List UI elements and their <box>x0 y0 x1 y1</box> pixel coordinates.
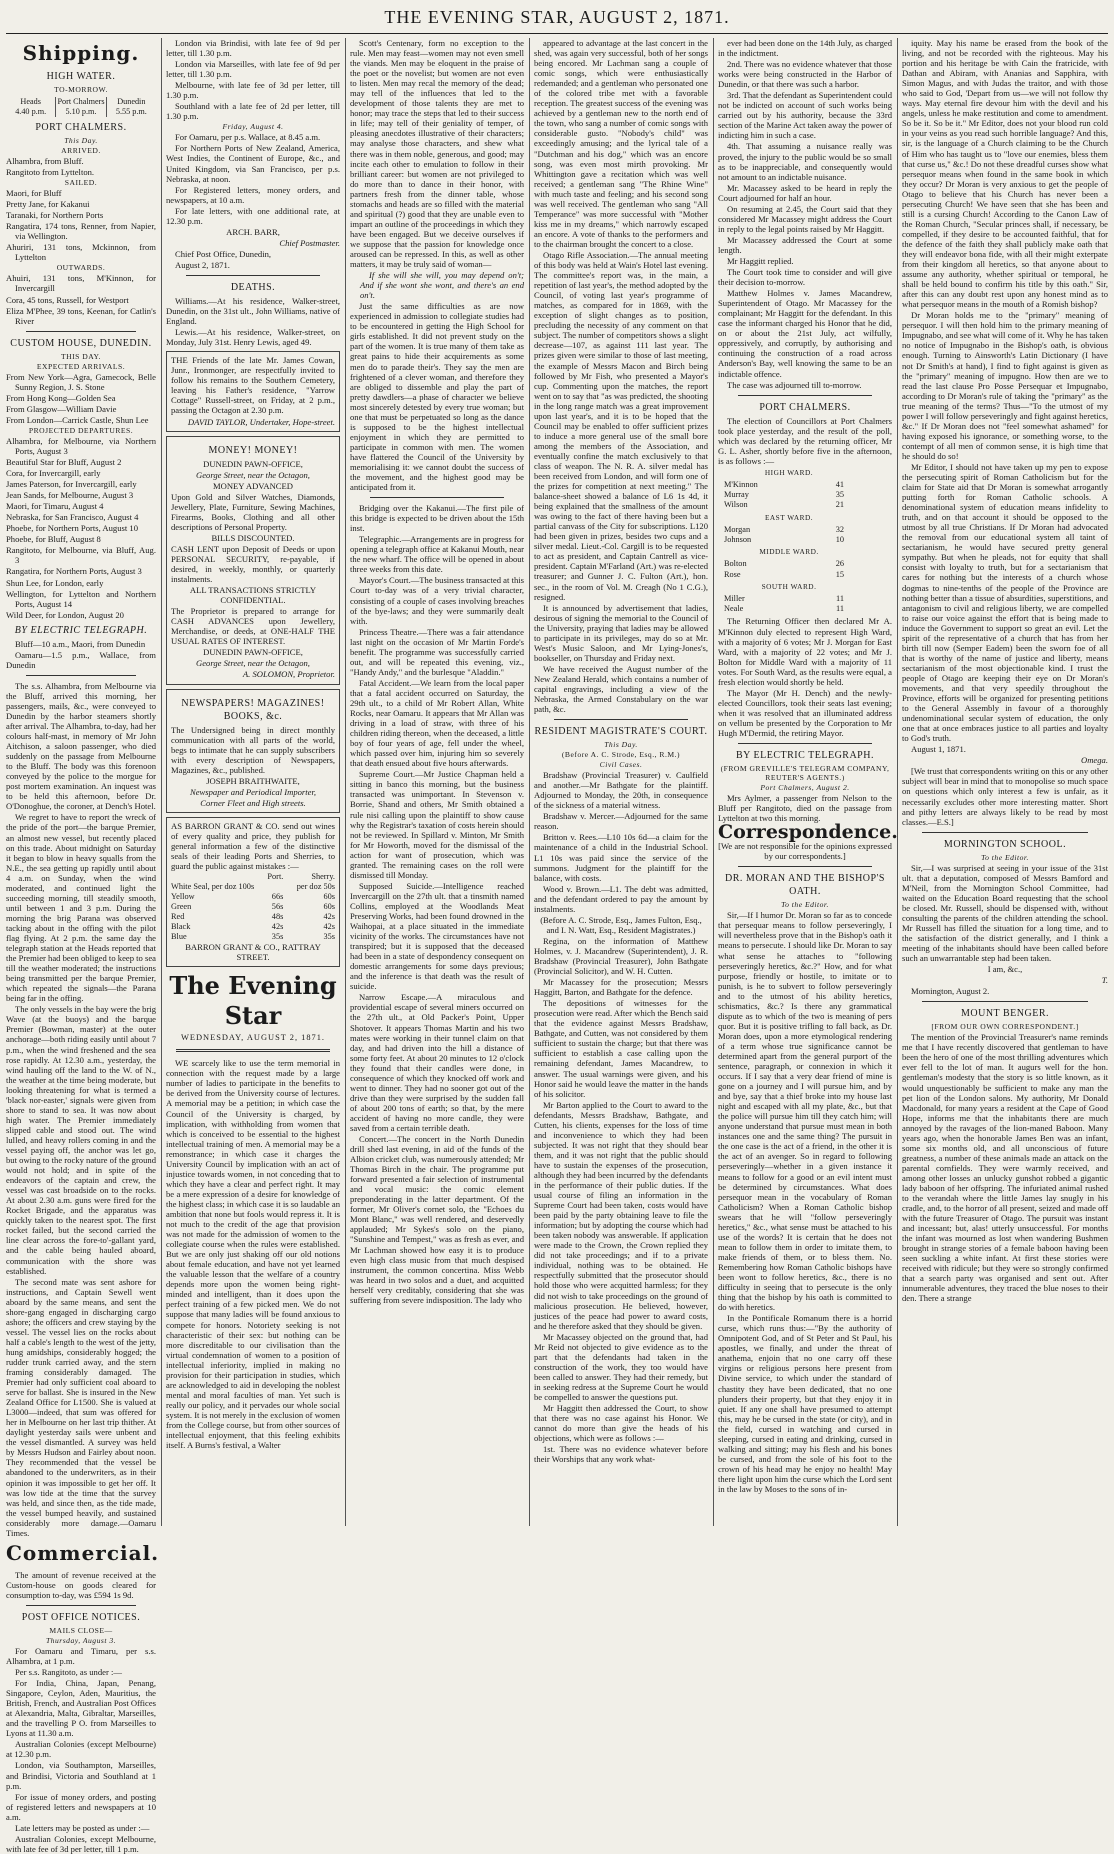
list-item: Shun Lee, for London, early <box>6 577 104 588</box>
post-line: For issue of money orders, and posting of registered letters and newspapers at 10 a.m. <box>6 1791 156 1822</box>
pawn-advert <box>166 436 340 685</box>
divider <box>922 832 1088 833</box>
list-item: Wild Deer, for London, August 20 <box>6 609 124 620</box>
votes: 41 <box>835 480 844 490</box>
telegraph-line: Bluff—10 a.m., Maori, from Dunedin <box>15 638 146 649</box>
list-item: Maori, for Timaru, August 4 <box>6 501 104 512</box>
news-item: Otago Rifle Association.—The annual meeting of this body was held at Wain's Hotel last evening. The committee's report was, in the main, a repetition of last year's, the method adopted by the Council, of voting last year's programme of matches, as compared for in 1869, with the exception of slight changes as to position, precluding the necessity of any comment on that subject. The number of competitors shows a slight decrease—107, as against 111 last year. The prizes given were similar to those of last meeting, the example of Messrs Macon and Birch being followed by Mr Fish, who presented a Mayor's cup. Commenting upon the matches, the report went on to say that "as was predicted, the shooting in the long range match was a great improvement upon last year's, and it is to be hoped that the Council may be enabled to offer sufficient prizes to induce a more general use of the small bore among the members of the Association, and eventually confine the match exclusively to that class of weapon. The N. R. A. silver medal has been received from London, and will form one of the prizes for competition at next meeting." The balance-sheet showed a balance of L6 1s 4d, it being explained that the smallness of the amount was owing to the fact of there having been but a partial canvass of the City for subscriptions. L120 had been given in prizes, besides two cups and a silver medal. Lieut.-Col. Cargill is to be requested to act as president, and Captain Cantrell as vice-president. Captain M'Farland (Art.) was re-elected treasurer; and Gunner J. C. Fulton (Art.), hon. sec., in the room of Vol. M. Creagh (No 1 C.G.), resigned. <box>534 249 708 602</box>
tide-cell <box>6 97 55 117</box>
court-paragraph: The case was adjourned till to-morrow. <box>727 379 862 390</box>
post-line: For Oamaru and Timaru, per s.s. Alhambra, at 1 p.m. <box>6 1645 156 1666</box>
post-heading: POST OFFICE NOTICES. <box>21 1611 141 1623</box>
list-item: Rangitoto from Lyttelton. <box>6 167 95 178</box>
candidate: Neale <box>724 604 744 614</box>
list-item: Maori, for Bluff <box>6 188 62 199</box>
news-item: Bridging over the Kakanui.—The first pile of this bridge is expected to be driven about the 15th inst. <box>350 503 524 534</box>
column-6 <box>902 38 1108 1526</box>
bills-discounted: BILLS DISCOUNTED. <box>211 532 295 543</box>
column-rule <box>345 38 346 1526</box>
school-letter: Sir,—I was surprised at seeing in your issue of the 31st ult. that a deputation, composed of Messrs Bamford and M'Neil, from the Mornington School Committee, had waited on the Education Board requesting that the school be closed. Mr. Russell, should be dispensed with, without consulting the parents of the children attending the school. Mr Russell has filled the situation for a long time, and to the satisfaction of the district generally, and I think a meeting of the inhabitants should have been called before such an unwarrantable step had been taken. <box>902 862 1108 964</box>
candidate: Miller <box>724 594 745 604</box>
letter-text: iquity. May his name be erased from the book of the living, and not be recorded with the righteous. May his portion and his heritage be with Cain the fratricide, with Dathan and Abiram, with Ananias and Sapphira, with Simon Magus, and with Judas the traitor, and with those who said to God, 'Depart from us—we will not follow thy ways. May eternal fire devour him with the devil and his angels, unless he make restitution and come to amendment. So be it. So be it." Mr Editor, does not your blood run cold in your veins as you read such horrible language? And this, sir, is the language of a Church claiming to be the Church of Him who has taught us to "love our enemies, bless them that curse us," &c.! Do not these dreadful curses show what persequor means when found in the same book in which they occur? Dr Moran is very anxious to get the people of Otago to believe that his Church has never been a persecuting Church! We have seen that she has been and still is a cursing Church! According to the Canon Law of the Roman Church, "Secular princes shall, if necessary, be compelled, if they desire to be accounted faithful, that for the defence of the faith they shall publicly make oath that they will endeavor bona fide, with all their might exterpate from their kingdom all heretics, so that anyone about to assume any authority, whether spiritual or temporal, he shall be held bound to confirm his title by this oath." Sir, after this can any doubt rest upon any honest mind as to what persequor means in the mouth of a Romish bishop? <box>902 38 1108 310</box>
vote-row <box>724 525 844 535</box>
table-cell: 42s <box>271 922 284 932</box>
barron-sign: BARRON GRANT & CO., RATTRAY STREET. <box>185 942 321 963</box>
table-row <box>171 902 335 912</box>
post-date: Thursday, August 3. <box>45 1635 117 1645</box>
tide-table <box>6 97 156 117</box>
divider <box>370 497 504 498</box>
list-item: Wellington, for Lyttelton and Northern Ports, August 14 <box>6 588 156 609</box>
arrived-list <box>6 156 156 177</box>
list-item: Beautiful Star for Bluff, August 2 <box>6 456 122 467</box>
page-masthead <box>0 0 1114 34</box>
port-chalmers-heading: PORT CHALMERS. <box>759 401 851 413</box>
votes: 21 <box>835 500 844 510</box>
telegraph-line: Oamaru—1.5 p.m., Wallace, from Dunedin <box>6 649 156 670</box>
court-paragraph: Regina, on the information of Matthew Holmes, v. J. Macandrew (Superintendent), J. R. Bradshaw (Provincial Treasurer), John Bathgate (Provincial Solicitor), and W. H. Cutten. <box>534 935 708 977</box>
pawn-text: Upon Gold and Silver Watches, Diamonds, Jewellery, Plate, Furniture, Sewing Machines, Firearms, Books, Clothing and all other descriptions of Personal Property. <box>171 491 335 532</box>
table-cell: 48s <box>271 912 284 922</box>
table-row <box>171 912 335 922</box>
court-paragraph: Mr Haggitt replied. <box>727 255 794 266</box>
court-paragraph: Mr. Macassey asked to be heard in reply the Court adjourned for half an hour. <box>718 182 892 203</box>
death-notice: Williams.—At his residence, Walker-street, Dunedin, on the 31st ult., John Williams, native of England. <box>166 295 340 327</box>
postmaster-office: Chief Post Office, Dunedin, <box>175 248 272 259</box>
table-cell: 42s <box>323 922 335 932</box>
proprietor-text: The Proprietor is prepared to arrange for CASH ADVANCES upon Jewellery, Merchandise, or deeds, at ONE-HALF THE USUAL RATES OF INTEREST. <box>171 606 335 647</box>
to-morrow-label: TO-MORROW. <box>54 85 108 94</box>
news-name: JOSEPH BRAITHWAITE, <box>206 775 300 786</box>
divider <box>26 331 136 332</box>
shipping-report: The second mate was sent ashore for instructions, and Captain Sewell went aboard by the same means, and sent the shore-gang engaged in discharging cargo ashore; the officers and crew staying by the vessel. The vessel lies on the rocks about half a cable's length to the west of the jetty, hung amidships, considerably hogged; the rudder trunk carried away, and the stern framing considerably damaged. The Premier had only sufficient coal aboard to serve for ballast. She is insured in the New Zealand Office for L1500. She is valued at L3000—indeed, that sum was offered for her in Melbourne on her last trip thither. At daylight yesterday sails were unbent and the vessel dismantled. A survey was held by Messrs Hudson and Fairley about noon. They recommended that the vessel be abandoned to the underwriters, as in their opinion it was impossible to get her off. It was low tide at the time that the survey was held, and since then, as the tide made, the vessel bumped heavily, and sustained considerably more damage.—Oamaru Times. <box>6 1276 156 1538</box>
court-paragraph: Mr Barton applied to the Court to award to the defendants, Messrs Bradshaw, Bathgate, and Cutten, his clients, expenses for the loss of time and inconvenience to which they had been subjected. It was not right that they should bear them, and it was not right that the public should have to sustain the expenses of the prosecution, although they had been incurred by the defendants in the performance of their public duties. If the usual course of filing an information in the Supreme Court had been taken, costs would have been paid by the party obtaining leave to file the information; but by adopting the course which had been taken nobody was answerable. If application were made to the Crown, the Crown replied they did not take proceedings; and if to a private individual, nothing was to be obtained. He respectfully submitted that the prosecutor should hold those who were acquitted harmless; for they did not wish to take proceedings on the ground of malicious prosecution. He believed, however, justices of the peace had power to award costs, and he therefore asked that they should be given. <box>534 1099 708 1331</box>
post-line: Melbourne, with late fee of 3d per letter, till 1.30 p.m. <box>166 80 340 101</box>
columns <box>6 38 1108 1854</box>
letter-date: August 1, 1871. <box>911 744 966 755</box>
letter-signature: Omega. <box>1081 755 1108 766</box>
post-line: London via Marseilles, with late fee of 9d per letter, till 1.30 p.m. <box>166 59 340 80</box>
deaths-heading: DEATHS. <box>230 281 276 293</box>
benger-heading: MOUNT BENGER. <box>961 1008 1049 1020</box>
news-text: The Undersigned being in direct monthly communication with all parts of the world, begs to intimate that he can supply subscribers with every description of Newspapers, Magazines, &c., published. <box>171 724 335 775</box>
postmaster-date: August 2, 1871. <box>175 259 230 270</box>
list-item: Alhambra, for Melbourne, via Northern Ports, August 3 <box>6 435 156 456</box>
post-line: Australian Colonies (except Melbourne) at 12.30 p.m. <box>6 1739 156 1760</box>
post-line: For Registered letters, money orders, and newspapers, at 10 a.m. <box>166 184 340 205</box>
list-item: Jean Sands, for Melbourne, August 3 <box>6 490 134 501</box>
candidate: Wilson <box>724 500 748 510</box>
divider <box>26 1605 136 1606</box>
news-advert <box>166 689 340 813</box>
divider <box>738 395 872 396</box>
list-item: From New York—Agra, Gamecock, Belle Sunny Region, J. S. Stone <box>6 371 156 392</box>
votes: 26 <box>835 559 844 569</box>
divider <box>554 719 688 720</box>
election-text: The Mayor (Mr H. Dench) and the newly-elected Councillors, took their seats last evening; when it was resolved that an illuminated address on vellum be presented by the Corporation to Mr Hugh M'Dermid, the retiring Mayor. <box>718 687 892 738</box>
funeral-sign: DAVID TAYLOR, Undertaker, Hope-street. <box>187 416 335 427</box>
customs-day: THIS DAY. <box>61 351 101 361</box>
court-paragraph: 4th. That assuming a nuisance really was proved, the injury to the public would be so small as to be inappreciable, and consequently would not amount to an indictable nuisance. <box>718 141 892 182</box>
news-item: Mayor's Court.—The business transacted at this Court to-day was of a very trivial character, consisting of a couple of cases involving breaches of the bye-laws; and they were summarily dealt with. <box>350 575 524 626</box>
departures-heading: PROJECTED DEPARTURES. <box>28 425 134 435</box>
school-initial: T. <box>1101 975 1108 986</box>
news-item: Supposed Suicide.—Intelligence reached Invercargill on the 27th ult. that a tinsmith named Collins, employed at the Woodlands Meat Preserving Works, had been found drowned in the Waihopai, at a place situated in the immediate vicinity of the works. The circumstances have not transpired; but it is supposed that the deceased had been in a state of despondency consequent on domestic arrangements for some days previous; and the inference is that death was the result of suicide. <box>350 880 524 992</box>
tide-time: 5.55 p.m. <box>115 107 147 116</box>
court-paragraph: Britton v. Rees.—L10 10s 6d—a claim for the maintenance of a child in the Industrial School. L1 10s was paid since the service of the summons. Judgment for the plaintiff for the balance, with costs. <box>534 832 708 883</box>
election-results <box>724 468 892 615</box>
letter-text: In the Pontificale Romanum there is a horrid curse, which runs thus:—"By the authority of Omnipotent God, and of St Peter and St Paul, his apostles, we finally, and under the threat of anathema, enjoin that no one carry off these virgins or religious persons here present from Divine service, to which under the standard of chastity they have been dedicated, that no one plunders their property, but that they enjoy it in quiet. If any one shall have presumed to attempt this, may he be cursed in the state (or city), and in the field, cursed in watching and cursed in sleeping, cursed in eating and drinking, cursed in walking and sitting; may his flesh and his bones be cursed, and from the sole of his foot to the crown of his head may he enjoy no health! May there light upon him the curse which the Lord sent in the law by Moses to the sons of in- <box>718 1313 892 1494</box>
pawn-advance: MONEY ADVANCED <box>213 480 293 491</box>
list-item: Ahuiri, 131 tons, M'Kinnon, for Invercargill <box>6 273 156 294</box>
court-paragraph: The Court took time to consider and will give their decision to-morrow. <box>718 267 892 288</box>
table-cell: Red <box>171 912 185 922</box>
letter-text: Sir,—If I humor Dr. Moran so far as to concede that persequar means to follow perseveringly, I will nevertheless prove that in the Bishop's oath it means to persecute. I should like Dr. Moran to say what sense he attaches to "following perseveringly heretics, &c.?" How, and for what purpose, friendly or hostile, to imitate or to punish, is he to subvert to follow perseveringly and to the utmost of his ability heretics, schismatics, &c.? Is there any grammatical dispute as to which of the two is meaning of pers quor. But it is positive trifling to fall back, as Dr. Moran does, upon a more etymological rendering of a term whose true significance cannot be determined apart from the general purport of the sentence, paragraph, or connexion in which it occurs. If I say that a very dear friend of mine is gone on a journey and I will pursue him, and by and bye, say that a thief broke into my house last night and escaped with all my plate, &c., but that the police will pursue him till they catch him; will anyone understand that pursue must mean in both instances one and the same thing? The pursuit in the one case is the act of a friend, in the other it is the act of an avenger. So in regard to following perseveringly—whether in a given instance it means to follow for a good or an evil intent must be determined by circumstances. What does persequor mean in the vocabulary of Roman Catholicism? When a Roman Catholic bishop swears that he will "follow perseveringly heretics," &c., what sense must be attached to his use of the words? It is certain that he does not mean to follow them in order to imitate them, to make friends of them, or to bless them. No. Remembering how Roman Catholic bishops have been wont to follow heretics, &c., there is no difficulty in seeing that to persecute is the only thing that the bishop by his oath is committed to do with heretics. <box>718 910 892 1313</box>
article-paragraph: Just the same difficulties as are now experienced in admission to collegiate studies had to be encountered in getting the High School for girls established. It did not prevent study on the part of the women. It is true many of them take as great pains to hide their acquirements as some men do to parade their's. They say the men are frightened of a clever woman, and therefore they are obliged to dissemble and play the part of pretty dawdlers—a phase of character we believe most sincerely detested by every true woman; but one that must be perpetuated so long as the dance is supposed to be the highest intellectual enjoyment in which they are permitted to participate in common with men. The women have flattered the Council of the University by memorialising it: we cannot doubt the success of the movement, and the highest good may be anticipated from it. <box>350 301 524 493</box>
telegraph-heading: BY ELECTRIC TELEGRAPH. <box>14 624 148 636</box>
vote-row <box>724 500 844 510</box>
divider <box>922 1001 1088 1002</box>
court-paragraph: On resuming at 2.45, the Court said that they considered Mr Macassey might address the Court in reply to the legal points raised by Mr Haggitt. <box>718 203 892 234</box>
news-item: appeared to advantage at the last concert in the shed, was again very successful, both of her songs being encored. Mr Lachman sang a couple of comic songs, which were enthusiastically redemanded; and a gentleman who personated one of the colored tribe met with a favorable reception. The greatest success of the evening was achieved by a gentleman new to the north end of the town, who sang a number of comic songs with considerable gusto. "Nobody's child" was exceedingly amusing; and the lyrical tale of a "Dutchman and his dog," which was an encore song, was even most mirth provoking. Mr Whittington gave a recitation which was well received; a gentleman sang "The Rhine Wine" with much taste and feeling; and his second song was well received. The gentleman who sang "All Temperance" was more successful with "Mother kiss me in my dreams," which narrowly escaped an encore. A vote of thanks to the performers and to the chairman brought the concert to a close. <box>534 38 708 249</box>
court-paragraph: Wood v. Brown.—L1. The debt was admitted, and the defendant ordered to pay the amount by instalments. <box>534 883 708 914</box>
candidate: Rose <box>724 569 741 579</box>
vote-row <box>724 490 844 500</box>
news-item: Narrow Escape.—A miraculous and providential escape of several miners occurred on the 27th ult., at Old Packer's Point, Upper Shotover. It appears Thomas Martin and his two mates were working in their tunnel claim on that day, and had driven into the hill a distance of some forty feet. At about 20 minutes to 12 o'clock they found that their candles were done, in consequence of which they knocked off work and went to dinner. They had no sooner got out of the drive than they were surprised by the sudden fall of about 200 tons of earth; so that, by the mere accident of having no more candle, they were saved from a certain terrible death. <box>350 992 524 1133</box>
arrived-heading: ARRIVED. <box>61 146 101 155</box>
table-cell: Blue <box>171 932 187 942</box>
tide-cell <box>106 97 156 117</box>
ward-heading: EAST WARD. <box>764 512 814 522</box>
pawn-proprietor: A. SOLOMON, Proprietor. <box>242 669 335 680</box>
divider <box>738 743 872 744</box>
divider <box>186 275 320 276</box>
list-item: From Hong Kong—Golden Sea <box>6 392 116 403</box>
school-sign: I am, &c., <box>987 964 1023 975</box>
table-row <box>171 922 335 932</box>
court-paragraph: (Before A. C. Strode, Esq., James Fulton, Esq., and I. N. Watt, Esq., Resident Magistrates.) <box>540 914 702 935</box>
wine-table <box>171 872 335 942</box>
table-cell: 60s <box>323 892 335 902</box>
post-line: Late letters may be posted as under :— <box>15 1822 150 1833</box>
verse-quote: If she will she will, you may depend on't; And if she wont she wont, and there's an end on't. <box>360 270 524 301</box>
money-heading: MONEY! MONEY! <box>208 444 298 456</box>
court-paragraph: ever had been done on the 14th July, as charged in the indictment. <box>718 38 892 59</box>
table-header: Sherry. <box>311 872 335 882</box>
list-item: From Glasgow—William Davie <box>6 403 117 414</box>
table-row <box>171 932 335 942</box>
court-paragraph: Mr Haggitt then addressed the Court, to show that there was no case against his Honor. We cannot do more than give the heads of his objections, which were as follows :— <box>534 1403 708 1444</box>
tide-cell <box>55 97 105 117</box>
table-cell: Black <box>171 922 191 932</box>
wine-advert <box>166 817 340 967</box>
court-paragraph: Bradshaw v. Mercer.—Adjourned for the same reason. <box>534 811 708 832</box>
votes: 11 <box>836 604 844 614</box>
tide-place: Dunedin <box>117 97 146 106</box>
votes: 15 <box>835 569 844 579</box>
funeral-notice <box>166 351 340 431</box>
funeral-text: THE Friends of the late Mr. James Cowan, Junr., Ironmonger, are respectfully invited to follow his remains to the Southern Cemetery, leaving his Father's residence, "Yarrow Cottage" Russell-street, on Friday, at 2 p.m., passing the Octagon at 2.30 p.m. <box>171 355 335 416</box>
column-3 <box>350 38 524 1526</box>
telegraph-text: Mrs Aylmer, a passenger from Nelson to the Bluff per Rangitoto, died on the passage from Lyttelton at two this morning. <box>718 793 892 824</box>
court-paragraph: 1st. There was no evidence whatever before their Worships that any work what- <box>534 1444 708 1465</box>
list-item: Rangitoto, for Melbourne, via Bluff, Aug. 3 <box>6 545 156 566</box>
editorial-text: WE scarcely like to use the term memorial in connection with the request made by a large number of ladies to participate in the benefits to be derived from the University course of lectures. A memorial may be a petition; in which case the Council of the University is charged, by implication, with withholding from women that which is conceived to be essential to the highest intellectual training of men. A memorial may be a remonstrance; in which case it charges the University Council by implication with an act of injustice towards women, in not conceding that to which they have a clear and perfect right. It may be a mere expression of a desire for knowledge of the highest class; in which case it is so laudable an ambition that none but fools would repress it. It is not much to the credit of the age that provision was not made for the admission of women to the collegiate course when the rules were established. But we are only just shaking off our old notions about female education, and have not yet learned the valuable lesson that the welfare of a country depends more upon the women being right-minded and intelligent, than it does upon the perfect training of a few picked men. We do not suppose that many ladies will be found anxious to compete for honors. Notoriety seeking is not characteristic of their sex: but nothing can be more discreditable to our civilisation than the virtual condemnation of women to a position of intellectual inferiority, implied in making no provision for their participation in studies, which are acknowledged to aid in developing the noblest mental and moral faculties of man. Yet such is really our policy, and it pervades our whole social system. It is not merely in the exclusion of women from the College course, but from other sources of intellectual enjoyment, that this feeling exhibits itself. A Burns's festival, a Walter <box>166 1058 340 1451</box>
shipping-report: We regret to have to report the wreck of the pride of the port—the barque Premier, an almost new vessel, but recently placed on this trade. About midnight on Saturday it began to blow in heavy squalls from the N.E., the sea getting up rapidly until about 4 a.m. on Sunday, when the wind moderated, and continued light the succeeding morning, till steadily smooth, until between 1 and 3 p.m. During the morning the brig Parana was observed tacking about in the offing with the pilot flag flying. At 2 p.m. the same day the telegraph station at the Heads reported that the Premier had been obliged to keep to sea till the weather moderated; the instructions being transmitted per the barque Premier, which repeated the signals—the Parana being far in the offing. <box>6 812 156 1004</box>
outwards-heading: OUTWARDS. <box>56 263 106 273</box>
news-item: Telegraphic.—Arrangements are in progress for opening a telegraph office at Kakanui Mouth, near the new wharf. The office will be opened in about three weeks from this date. <box>350 534 524 575</box>
column-rule <box>897 38 898 1526</box>
candidate: Murray <box>724 490 749 500</box>
list-item: Rangatira, 174 tons, Renner, from Napier, via Wellington. <box>6 221 156 242</box>
masthead-rule <box>6 33 1108 34</box>
candidate: Johnson <box>724 535 752 545</box>
commercial-text: The amount of revenue received at the Custom-house on goods cleared for consumption to-day, was £594 1s 9d. <box>6 1569 156 1600</box>
court-paragraph: Matthew Holmes v. James Macandrew, Superintendent of Otago. Mr Macassey for the complainant; Mr Haggitt for the defendant. In this case the informant charged his Honor that he did, on or about the 21st July, act wilfully, oppressively, and corruptly, by authorising and continuing the construction of a road across Anderson's Bay, well knowing the same to be an indictable offence. <box>718 288 892 379</box>
post-line: For Oamaru, per p.s. Wallace, at 8.45 a.m. <box>175 132 321 143</box>
pawn-title: DUNEDIN PAWN-OFFICE, <box>203 458 303 469</box>
telegraph-source: (FROM GREVILLE'S TELEGRAM COMPANY, REUTER'S AGENTS.) <box>720 764 890 783</box>
shipping-report: The only vessels in the bay were the brig Wave (at the buoys) and the barque Premier (Bowman, master) at the outer anchorage—both riding easily until about 7 p.m., when the wind freshened and the sea rose rapidly. At 12.30 a.m., yesterday, the wind hauling off the land to the W. of N., the weather at the time being moderate, but looking threatening for what is termed a 'black nor-easter,' signals were given from shore to stand to sea. It was now about high water. The Premier immediately slipped cable and stood out. The wind lulled, and heavy rollers coming in and the vessel paying off, the anchor was let go, but owing to the rocky nature of the ground would not hold; and in spite of the endeavors of the captain and crew, the vessel was cast broadside on to the rocks. At about 2.30 a.m. guns were fired for the Rocket Brigade, and the apparatus was quickly taken to the nearest spot. The first rocket failed, but the second carried the line clear across the fore-to'-gallant yard, and the cable being hauled aboard, communication with the shore was established. <box>6 1004 156 1276</box>
vote-row <box>724 594 844 604</box>
pawn-title-2: DUNEDIN PAWN-OFFICE, <box>203 647 303 658</box>
column-rule <box>713 38 714 1526</box>
mails-close: MAILS CLOSE— <box>49 1625 113 1635</box>
school-date: Mornington, August 2. <box>911 986 990 997</box>
post-line: For Northern Ports of New Zealand, America, West Indies, the Continent of Europe, &c., and United Kingdom, via San Francisco, per p.s. Nebraska, at noon. <box>166 143 340 184</box>
sailed-list <box>6 188 156 262</box>
list-item: Rangatira, for Northern Ports, August 3 <box>6 566 142 577</box>
court-paragraph: Bradshaw (Provincial Treasurer) v. Caulfield and another.—Mr Bathgate for the plaintiff. Adjourned to Monday, the 20th, in consequence of the sickness of a material witness. <box>534 770 708 811</box>
list-item: Ahuriri, 131 tons, Mckinnon, from Lyttelton <box>6 242 156 263</box>
court-paragraph: Mr Macassey objected on the ground that, had Mr Reid not objected to give evidence as to the part that the defendants had taken in the construction of the work, they too would have been called to answer. They had their remedy, but in seeking redress at the Supreme Court he would be compelled to answer the questions put. <box>534 1331 708 1402</box>
table-cell: White Seal, per doz 100s <box>171 882 255 892</box>
table-cell <box>171 872 238 882</box>
list-item: Cora, for Invercargill, early <box>6 468 101 479</box>
election-text: The election of Councillors at Port Chalmers took place yesterday, and the result of the poll, which was declared by the returning officer, Mr G. L. Asher, shortly before five in the afternoon, is as follows :— <box>718 415 892 466</box>
column-rule <box>529 38 530 1526</box>
ward-heading: MIDDLE WARD. <box>759 547 819 557</box>
news-heading: NEWSPAPERS! MAGAZINES! BOOKS, &c. <box>181 697 325 722</box>
table-cell: Yellow <box>171 892 195 902</box>
correspondence-heading: Correspondence. <box>718 821 898 844</box>
candidate: Morgan <box>724 524 751 534</box>
confidential: ALL TRANSACTIONS STRICTLY CONFIDENTIAL. <box>189 585 317 606</box>
post-line: For India, China, Japan, Penang, Singapore, Ceylon, Aden, Mauritius, the British, French, and Australian Post Offices at Alexandria, Malta, Gibraltar, Marseilles, and the travelling P O. from Marseilles to Lyons at 11.30 a.m. <box>6 1678 156 1739</box>
letter-heading: DR. MORAN AND THE BISHOP'S OATH. <box>725 873 885 898</box>
post-line: Per s.s. Rangitoto, as under :— <box>15 1667 122 1678</box>
school-heading: MORNINGTON SCHOOL. <box>943 838 1067 850</box>
table-row <box>171 882 335 892</box>
postmaster-name: ARCH. BARR, <box>226 226 280 237</box>
list-item: Nebraska, for San Francisco, August 4 <box>6 512 139 523</box>
tide-place: Port Chalmers <box>57 97 105 106</box>
list-item: Pretty Jane, for Kakanui <box>6 199 90 210</box>
this-day-label: This Day. <box>64 136 98 145</box>
benger-source: [FROM OUR OWN CORRESPONDENT.] <box>931 1022 1079 1032</box>
pawn-address: George Street, near the Octagon, <box>196 469 310 480</box>
list-item: Phoebe, for Bluff, August 8 <box>6 534 101 545</box>
court-paragraph: Mr Macassey addressed the Court at some length. <box>718 234 892 255</box>
sailed-heading: SAILED. <box>64 178 98 188</box>
editor-note: [We trust that correspondents writing on this or any other subject will bear in mind that to monopolise so much space on questions which only interest a few is unfair, as it necessarily excludes other more interesting matter. Short and pithy letters are always likely to be read by most classes.—E.S.] <box>902 766 1108 827</box>
post-line: London, via Southampton, Marseilles, and Brindisi, Victoria and Southland at 1 p.m. <box>6 1760 156 1791</box>
civil-cases: Civil Cases. <box>599 760 643 770</box>
tide-place: Heads <box>20 97 41 106</box>
table-cell: 35s <box>323 932 335 942</box>
letter-text: Dr Moran holds me to the "primary" meaning of persequor. I will then hold him to the primary meaning of Impugnabo, and see what will come of it. Why he has taken no notice of Impugnabo in the Bishop's oath, is obvious enough. Turning to Ainsworth's Latin Dictionary (I have not Dr Smith's at hand), I find to fight against is given as the "primary" meaning of impugno. How then are we to read the last clause Pro Posse Persequar et Impugnabo, according to Dr Moran's rule of taking the "primary" as the true meaning of the terms? Thus—"To the utmost of my power I will follow perseveringly and fight against heretics, &c." If Dr Moran does not "feel somewhat ashamed" for having exposed his ignorance, or something worse, to the contempt of all men of common sense, it is high time that he should do so! <box>902 310 1108 461</box>
post-line: For late letters, with one additional rate, at 12.30 p.m. <box>166 205 340 226</box>
pawn-address-2: George Street, near the Octagon, <box>196 658 310 669</box>
news-item: Concert.—The concert in the North Dunedin drill shed last evening, in aid of the funds of the Albion cricket club, was numerously attended; Mr Thomas Birch in the chair. The programme put forward presented a fair selection of instrumental and vocal music: the comic element preponderating in the latter department. Of the former, Mr Oliver's cornet solo, the "Echoes du Mont Blanc," was well rendered, and deservedly applauded; Mr Sykes's solo on the piano, "Sunshine and Tempest," was as fresh as ever, and Mr Lachman showed how easy it is to produce even high class music from that much despised instrument, the common concertina. Miss Webb was heard in two solos and a duet, and acquitted herself very creditably, considering that she was suffering from severe indisposition. The lady who <box>350 1134 524 1305</box>
table-cell: 42s <box>323 912 335 922</box>
list-item: James Paterson, for Invercargill, early <box>6 479 137 490</box>
tide-time: 5.10 p.m. <box>65 107 97 116</box>
ward-heading: HIGH WARD. <box>764 467 814 477</box>
postmaster-title: Chief Postmaster. <box>279 237 340 248</box>
customs-heading: CUSTOM HOUSE, DUNEDIN. <box>10 337 152 349</box>
ward-heading: SOUTH WARD. <box>761 581 817 591</box>
list-item: Phoebe, for Northern Ports, August 10 <box>6 523 138 534</box>
column-5 <box>718 38 898 1526</box>
divider <box>176 1049 330 1052</box>
barron-text: AS BARRON GRANT & CO. send out wines of every quality and price, they publish for general information a few of the distinctive seals of their leading Ports and Sherries, to guard the public against mistakes :— <box>171 820 335 872</box>
tide-time: 4.40 p.m. <box>15 107 47 116</box>
table-row <box>171 872 335 882</box>
vote-row <box>724 570 844 580</box>
death-notice: Lewis.—At his residence, Walker-street, on Monday, July 31st. Henry Lewis, aged 49. <box>166 327 340 348</box>
friday-date: Friday, August 4. <box>222 122 284 132</box>
outwards-list <box>6 273 156 325</box>
benger-text: The mention of the Provincial Treasurer's name reminds me that I have recently discovered that gentleman to have been the hero of one of the most thrilling adventures which ever fell to the lot of man. It augurs well for the hon. gentleman's modesty that the story is so little known, as it would unquestionably be sufficient to make any man the pet lion of the London salons. My authority, Mr Donald Macdonald, for many years a resident at the Cape of Good Hope, informs me that the inhabitants there are much annoyed by the ravages of the lion-maned Baboon. Many years ago, when the honorable James Ben was an infant, some six months old, and all unconscious of future greatness, a number of these animals made an attack on the parental cornfields. They were warmly received, and among other losses an unlucky gunshot robbed a gigantic lady baboon of her offspring. The infuriated animal rushed to the verandah where the little James lay snugly in his cradle, and, to the horror of all present, seized and made off with the future Treasurer of Otago. The pursuit was instant and incessant; but, alas! utterly unsuccessful. For months the infant was mourned as lost when wandering Bushmen brought in strange stories of a female baboon having been seen suckling a white infant. At first these stories were received with ridicule; but they were so strongly confirmed that a search party was organised and sent out. After innumerable adventures, they traced the blue noses to their den. There a strange <box>902 1032 1108 1304</box>
news-item: Princess Theatre.—There was a fair attendance last night on the occasion of Mr Martin Forde's benefit. The programme was successfully carried out, and will be repeated this evening, viz., "Handy Andy," and the burlesque "Aladdin." <box>350 626 524 677</box>
news-item: It is announced by advertisement that ladies, desirous of signing the memorial to the Council of the University, praying that ladies may be allowed to participate in its privileges, may do so at Mr. West's Music Saloon, and Mr Lying-Jones's, bookseller, on Thursday and Friday next. <box>534 602 708 663</box>
table-cell: per doz 50s <box>296 882 335 892</box>
expected-heading: EXPECTED ARRIVALS. <box>36 361 126 371</box>
list-item: From London—Carrick Castle, Shun Lee <box>6 414 149 425</box>
court-paragraph: The depositions of witnesses for the prosecution were read. After which the Bench said that the evidence against Messrs Bradshaw, Bathgate, and Cutten, was not considered by them sufficient to sustain the charge; but that there was sufficient to establish a case calling upon the remaining defendant, James Macandrew, to answer. The usual warnings were given, and his Honor said he would leave the matter in the hands of his solicitor. <box>534 998 708 1099</box>
election-text: The Returning Officer then declared Mr A. M'Kinnon duly elected to represent High Ward, with a majority of 6 votes; Mr J. Morgan for East Ward, with a majority of 22 votes; and Mr J. Bolton for Middle Ward with a majority of 11 votes. For South Ward, as the results were equal, a fresh election would shortly be held. <box>718 616 892 687</box>
high-water-heading: HIGH WATER. <box>46 71 116 82</box>
table-cell: Green <box>171 902 192 912</box>
list-item: Alhambra, from Bluff. <box>6 156 84 166</box>
post-line: Australian Colonies, except Melbourne, with late fee of 3d per letter, till 1 p.m. <box>6 1833 156 1854</box>
list-item: Taranaki, for Northern Ports <box>6 210 104 221</box>
list-item: Cora, 45 tons, Russell, for Westport <box>6 294 129 305</box>
column-1 <box>6 38 160 1854</box>
table-header: Port. <box>267 872 284 882</box>
vote-row <box>724 480 844 490</box>
departures-list <box>6 436 156 620</box>
vote-row <box>724 604 844 614</box>
news-title: Newspaper and Periodical Importer, <box>189 786 317 797</box>
court-paragraph: Mr Macassey for the prosecution; Messrs Haggitt, Barton, and Bathgate for the defence. <box>534 977 708 998</box>
table-cell: 60s <box>323 902 335 912</box>
port-heading: PORT CHALMERS. <box>35 122 127 133</box>
votes: 35 <box>835 490 844 500</box>
column-2 <box>166 38 340 1526</box>
votes: 11 <box>836 594 844 604</box>
shipping-report: The s.s. Alhambra, from Melbourne via the Bluff, arrived this morning, her passengers, mails, &c., were conveyed to Dunedin by the harbor steamers shortly after arrival. The Alhambra, to-day, had her colours half-mast, in memory of Mr John Aitchison, a saloon passenger, who died suddenly on the passage from Melbourne to the Bluff. The body was this forenoon conveyed by the police to the morgue for post mortem examination. An inquest was to be held this afternoon, before Dr. O'Donoghue, the coroner, at Dench's Hotel. <box>6 680 156 812</box>
court-heading: RESIDENT MAGISTRATE'S COURT. <box>534 726 708 738</box>
news-address: Corner Fleet and High streets. <box>200 797 306 808</box>
evening-star-title: The Evening Star <box>169 971 337 1031</box>
to-editor: To the Editor. <box>981 852 1029 862</box>
vote-row <box>724 535 844 545</box>
article-paragraph: Scott's Centenary, form no exception to the rule. Men may feast—women may not even smell the viands. Men may be eloquent in the praise of the poet or the novelist; but women are not even to listen. Men may recal the memory of the dead; may tell of the influences that led to the development of those talents they are met to honor; may trace the steps that led to their success in life; may tell of their geniality of temper, of pleasing anecdotes illustrative of their characters; may analyse those characters, and shew what there was in them noble, generous, and good; may incite each other to emulation to follow in their brilliant career: but women are not privileged to do more than to dance in their honor, with partners fresh from the dinner table, whose stomachs and heads are so filled with the material and spiritual (?) good that they are unable even to impart an outline of the proceedings in which they have been engaged. But we deceive ourselves if we suppose that the passion for knowledge once aroused can be repressed. In this, as well as other matters, it may be truly said of woman— <box>350 38 524 270</box>
court-paragraph: 3rd. That the defendant as Superintendent could not be indicted on account of such works being carried out by his authority, because the 33rd section of the Marine Act taken away the power of indicting him in such a case. <box>718 90 892 141</box>
votes: 32 <box>835 524 844 534</box>
to-editor: To the Editor. <box>781 900 829 910</box>
post-line: Southland with a late fee of 2d per letter, till 1.30 p.m. <box>166 101 340 122</box>
table-cell: 56s <box>271 902 284 912</box>
correspondence-disclaimer: [We are not responsible for the opinions expressed by our correspondents.] <box>718 841 892 862</box>
court-before: (Before A. C. Strode, Esq., R.M.) <box>561 750 681 760</box>
votes: 10 <box>835 535 844 545</box>
cash-lent: CASH LENT upon Deposit of Deeds or upon PERSONAL SECURITY, re-payable, if desired, in weekly, monthly, or quarterly instalments. <box>171 543 335 585</box>
paper-date: WEDNESDAY, AUGUST 2, 1871. <box>180 1033 326 1043</box>
telegraph-dateline: Port Chalmers, August 2. <box>760 783 850 793</box>
news-item: We have received the August number of the New Zealand Herald, which contains a number of capital engravings, including a view of the Nebraska, the Armed Constabulary on the war path, &c. <box>534 663 708 715</box>
table-cell: 66s <box>271 892 284 902</box>
shipping-heading: Shipping. <box>22 41 140 65</box>
news-item: Supreme Court.—Mr Justice Chapman held a sitting in banco this morning, but the business transacted was unimportant. In Stevenson v. Borrie, Shand and others, Mr Smith obtained a rule nisi calling upon the plaintiff to show cause why the Registrar's taxation of costs herein should not be reviewed. In Spillard v. Minton, Mr Smith for Mr Howorth, moved for the dismissal of the action for want of prosecution, which was granted. The remaining cases on the roll were dismissed till Monday. <box>350 769 524 880</box>
masthead-title: THE EVENING STAR, AUGUST 2, 1871. <box>384 7 730 27</box>
column-rule <box>161 38 162 1526</box>
expected-list <box>6 372 156 425</box>
table-row <box>171 892 335 902</box>
letter-text: Mr Editor, I should not have taken up my pen to expose the persecuting spirit of Roman Catholicism but for the claim for State aid that Dr Moran is somewhat arrogantly putting forth for Roman Catholic schools. A denominational system of education means infidelity to truth, and on that account it should be opposed to the utmost by all true Christians. If Dr Moran had advocated the removal from our educational system all taint of sectarianism, he would have secured pretty general sympathy. But when he pleads, not for equity that shall consist with loyalty to truth, but for a sectarianism that cares for nothing but the interests of a church whose dogmas to nine-tenths of the people of the Province are nothing better than a tissue of absurdities, superstitions, and antagonism to civil and religious liberty, we are compelled to raise our voice against the effort that is being made to induce the Government to support so great an evil. Let the spirit of the representative of a church that has from her birth till now (Semper Eadem) been the sworn foe of all that is worthy of the name of justice and liberty, means sectarianism of the most objectionable kind. I trust the people of Otago are keeping their eye on Dr Moran's movements, and that very speedily throughout the Province, efforts will be organized for presenting petitions to the General Assembly in favour of a thoroughly undenominational secular system of education, the only one that at once embraces justice to all parties and loyalty to God's truth. <box>902 461 1108 744</box>
court-day: This Day. <box>604 740 638 750</box>
table-cell: 35s <box>271 932 284 942</box>
divider <box>738 866 872 867</box>
news-item: Fatal Accident.—We learn from the local paper that a fatal accident occurred on Saturday, the 29th ult., to a child of Mr Robert Allan, White Rocks, near Oamaru. It appears that Mr Allan was driving in a load of straw, with three of his children riding thereon, when the deceased, a little boy of four years of age, fell under the wheel, which passed over him, injuring him so severely that death ensued about five hours afterwards. <box>350 677 524 769</box>
column-4 <box>534 38 708 1526</box>
divider <box>26 675 136 676</box>
court-paragraph: 2nd. There was no evidence whatever that those works were being constructed in the Harbor of Dunedin, or that there was such a harbor. <box>718 59 892 90</box>
candidate: M'Kinnon <box>724 480 758 490</box>
telegraph-heading: BY ELECTRIC TELEGRAPH. <box>736 750 874 762</box>
commercial-heading: Commercial. <box>6 1540 160 1565</box>
vote-row <box>724 559 844 569</box>
post-line: London via Brindisi, with late fee of 9d per letter, till 1.30 p.m. <box>166 38 340 59</box>
list-item: Eliza M'Phee, 39 tons, Keenan, for Catlin's River <box>6 305 156 326</box>
candidate: Bolton <box>724 559 747 569</box>
